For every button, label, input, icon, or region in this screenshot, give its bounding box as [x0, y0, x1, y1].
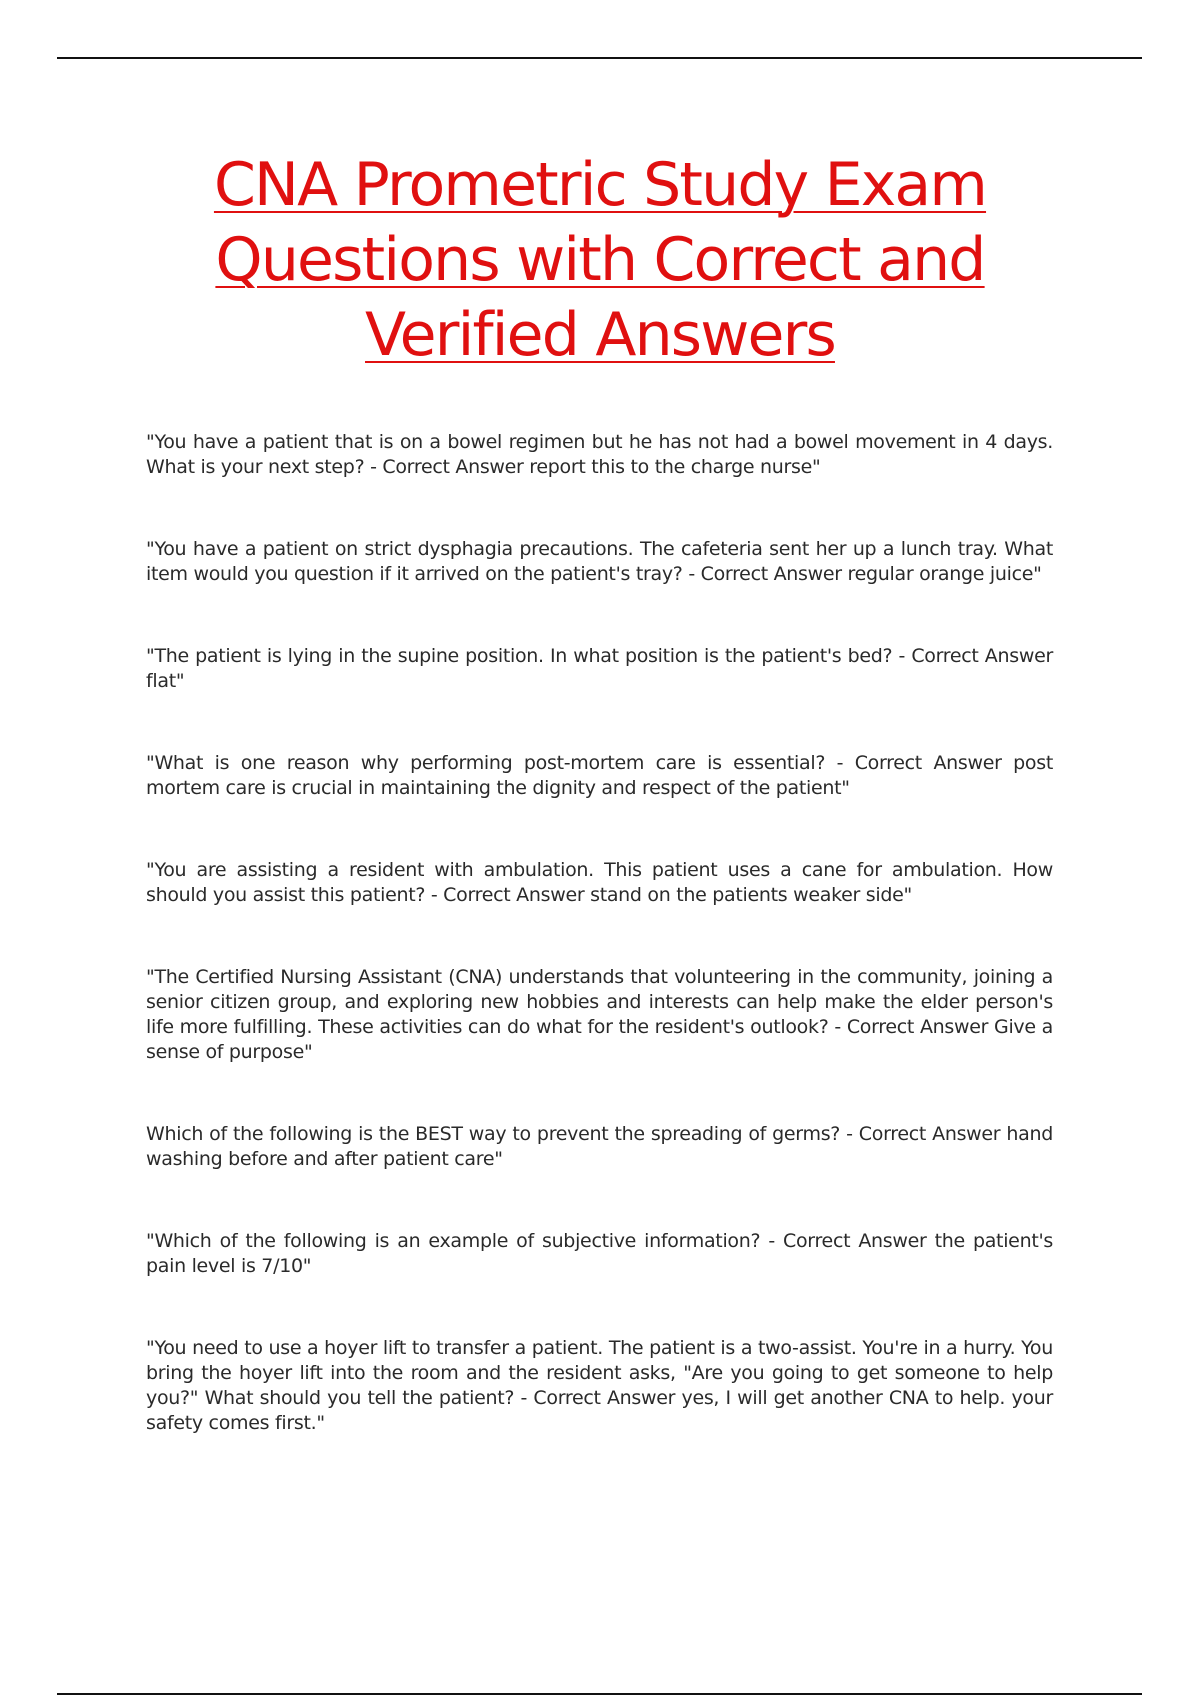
qa-item: "You have a patient that is on a bowel regimen but he has not had a bowel movement in 4 days. What is your next step? - Correct Answer report this to the charge nurse" [146, 431, 1053, 478]
qa-item: "You need to use a hoyer lift to transfer a patient. The patient is a two-assist. You're in a hurry. You bring the hoyer lift into the room and the resident asks, "Are you going to get someone to help you?" What should you tell the patient? - Correct Answer yes, I will get another CNA to help. your safety comes first." [146, 1337, 1053, 1434]
qa-list [146, 430, 1053, 1436]
qa-item: "The patient is lying in the supine position. In what position is the patient's bed? - Correct Answer flat" [146, 645, 1053, 692]
qa-item: "You are assisting a resident with ambulation. This patient uses a cane for ambulation. How should you assist this patient? - Correct Answer stand on the patients weaker side" [146, 859, 1053, 906]
qa-item: "You have a patient on strict dysphagia precautions. The cafeteria sent her up a lunch tray. What item would you question if it arrived on the patient's tray? - Correct Answer regular orange juice" [146, 538, 1053, 585]
document-title: CNA Prometric Study Exam Questions with Correct and Verified Answers [213, 150, 987, 370]
qa-item: "Which of the following is an example of subjective information? - Correct Answer the patient's pain level is 7/10" [146, 1230, 1053, 1277]
qa-item: Which of the following is the BEST way to prevent the spreading of germs? - Correct Answer hand washing before and after patient care" [146, 1123, 1053, 1170]
qa-item: "What is one reason why performing post-mortem care is essential? - Correct Answer post mortem care is crucial in maintaining the dignity and respect of the patient" [146, 752, 1053, 799]
qa-item: "The Certified Nursing Assistant (CNA) understands that volunteering in the community, joining a senior citizen group, and exploring new hobbies and interests can help make the elder person's life more fulfilling. These activities can do what for the resident's outlook? - Correct Answer Give a sense of purpose" [146, 966, 1053, 1063]
bottom-rule [57, 1693, 1142, 1695]
top-rule [57, 57, 1142, 59]
